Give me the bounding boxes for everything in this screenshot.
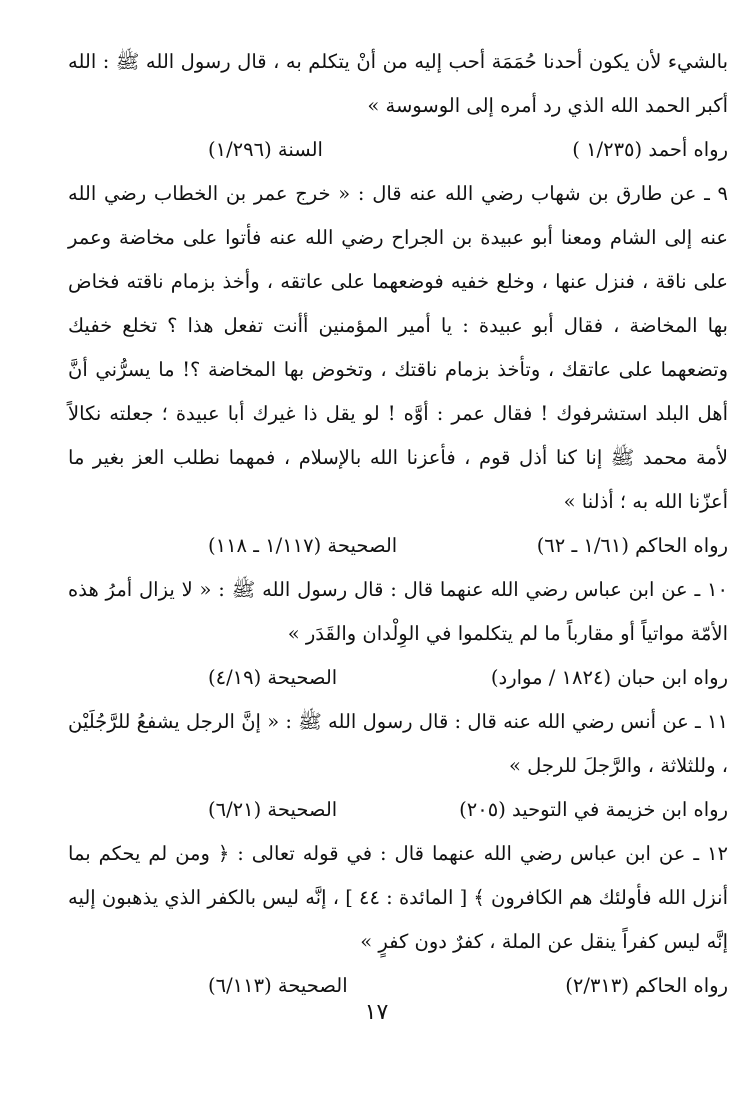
hadith-block [68, 40, 728, 172]
narrator-reference: رواه أحمد (١/٢٣٥ ) [572, 138, 728, 161]
hadith-block [68, 832, 728, 1008]
page-number: ١٧ [364, 1000, 389, 1025]
source-line [68, 128, 728, 172]
hadith-block [68, 700, 728, 832]
narrator-reference: رواه الحاكم (٢/٣١٣) [565, 974, 728, 997]
narrator-reference: رواه الحاكم (١/٦١ ـ ٦٢) [536, 534, 728, 557]
source-line [68, 524, 728, 568]
source-line [68, 656, 728, 700]
page-body [68, 40, 728, 1008]
book-reference: الصحيحة (١/١١٧ ـ ١١٨) [208, 534, 398, 557]
hadith-text: ٩ ـ عن طارق بن شهاب رضي الله عنه قال : « خرج عمر بن الخطاب رضي الله عنه إلى الشام ومعنا أبو عبيدة بن الجراح رضي الله عنه فأتوا على مخاضة وعمر على ناقة ، فنزل عنها ، وخلع خفيه فوضعهما على عاتقه ، وأخذ بزمام ناقته فخاض بها المخاضة ، فقال أبو عبيدة : يا أمير المؤمنين أأنت تفعل هذا ؟ تخلع خفيك وتضعهما على عاتقك ، وتأخذ بزمام ناقتك ، وتخوض بها المخاضة ؟! ما يسرُّني أنَّ أهل البلد استشرفوك ! فقال عمر : أوَّه ! لو يقل ذا غيرك أبا عبيدة ؛ جعلته نكالاً لأمة محمد ﷺ إنا كنا أذل قوم ، فأعزنا الله بالإسلام ، فمهما نطلب العز بغير ما أعزّنا الله به ؛ أذلنا » [68, 182, 728, 513]
hadith-text: بالشيء لأن يكون أحدنا حُمَمَة أحب إليه من أنْ يتكلم به ، قال رسول الله ﷺ : الله أكبر الحمد الله الذي رد أمره إلى الوسوسة » [68, 50, 728, 117]
hadith-block [68, 568, 728, 700]
book-reference: الصحيحة (٦/٢١) [208, 798, 338, 821]
book-reference: الصحيحة (٦/١١٣) [208, 974, 348, 997]
book-reference: السنة (١/٢٩٦) [208, 138, 323, 161]
narrator-reference: رواه ابن حبان (١٨٢٤ / موارد) [490, 666, 728, 689]
hadith-text: ١٠ ـ عن ابن عباس رضي الله عنهما قال : قال رسول الله ﷺ : « لا يزال أمرُ هذه الأمّة مواتياً أو مقارباً ما لم يتكلموا في الوِلْدان والقَدَر » [68, 578, 728, 645]
hadith-text: ١٢ ـ عن ابن عباس رضي الله عنهما قال : في قوله تعالى : ﴿ ومن لم يحكم بما أنزل الله فأولئك هم الكافرون ﴾ [ المائدة : ٤٤ ] ، إنَّه ليس بالكفر الذي يذهبون إليه إنَّه ليس كفراً ينقل عن الملة ، كفرٌ دون كفرٍ » [68, 842, 728, 953]
hadith-text: ١١ ـ عن أنس رضي الله عنه قال : قال رسول الله ﷺ : « إنَّ الرجل يشفعُ للرَّجُلَيْن ، وللثلاثة ، والرَّجلَ للرجل » [68, 710, 728, 777]
narrator-reference: رواه ابن خزيمة في التوحيد (٢٠٥) [459, 798, 728, 821]
hadith-block [68, 172, 728, 568]
source-line [68, 788, 728, 832]
book-reference: الصحيحة (٤/١٩) [208, 666, 338, 689]
